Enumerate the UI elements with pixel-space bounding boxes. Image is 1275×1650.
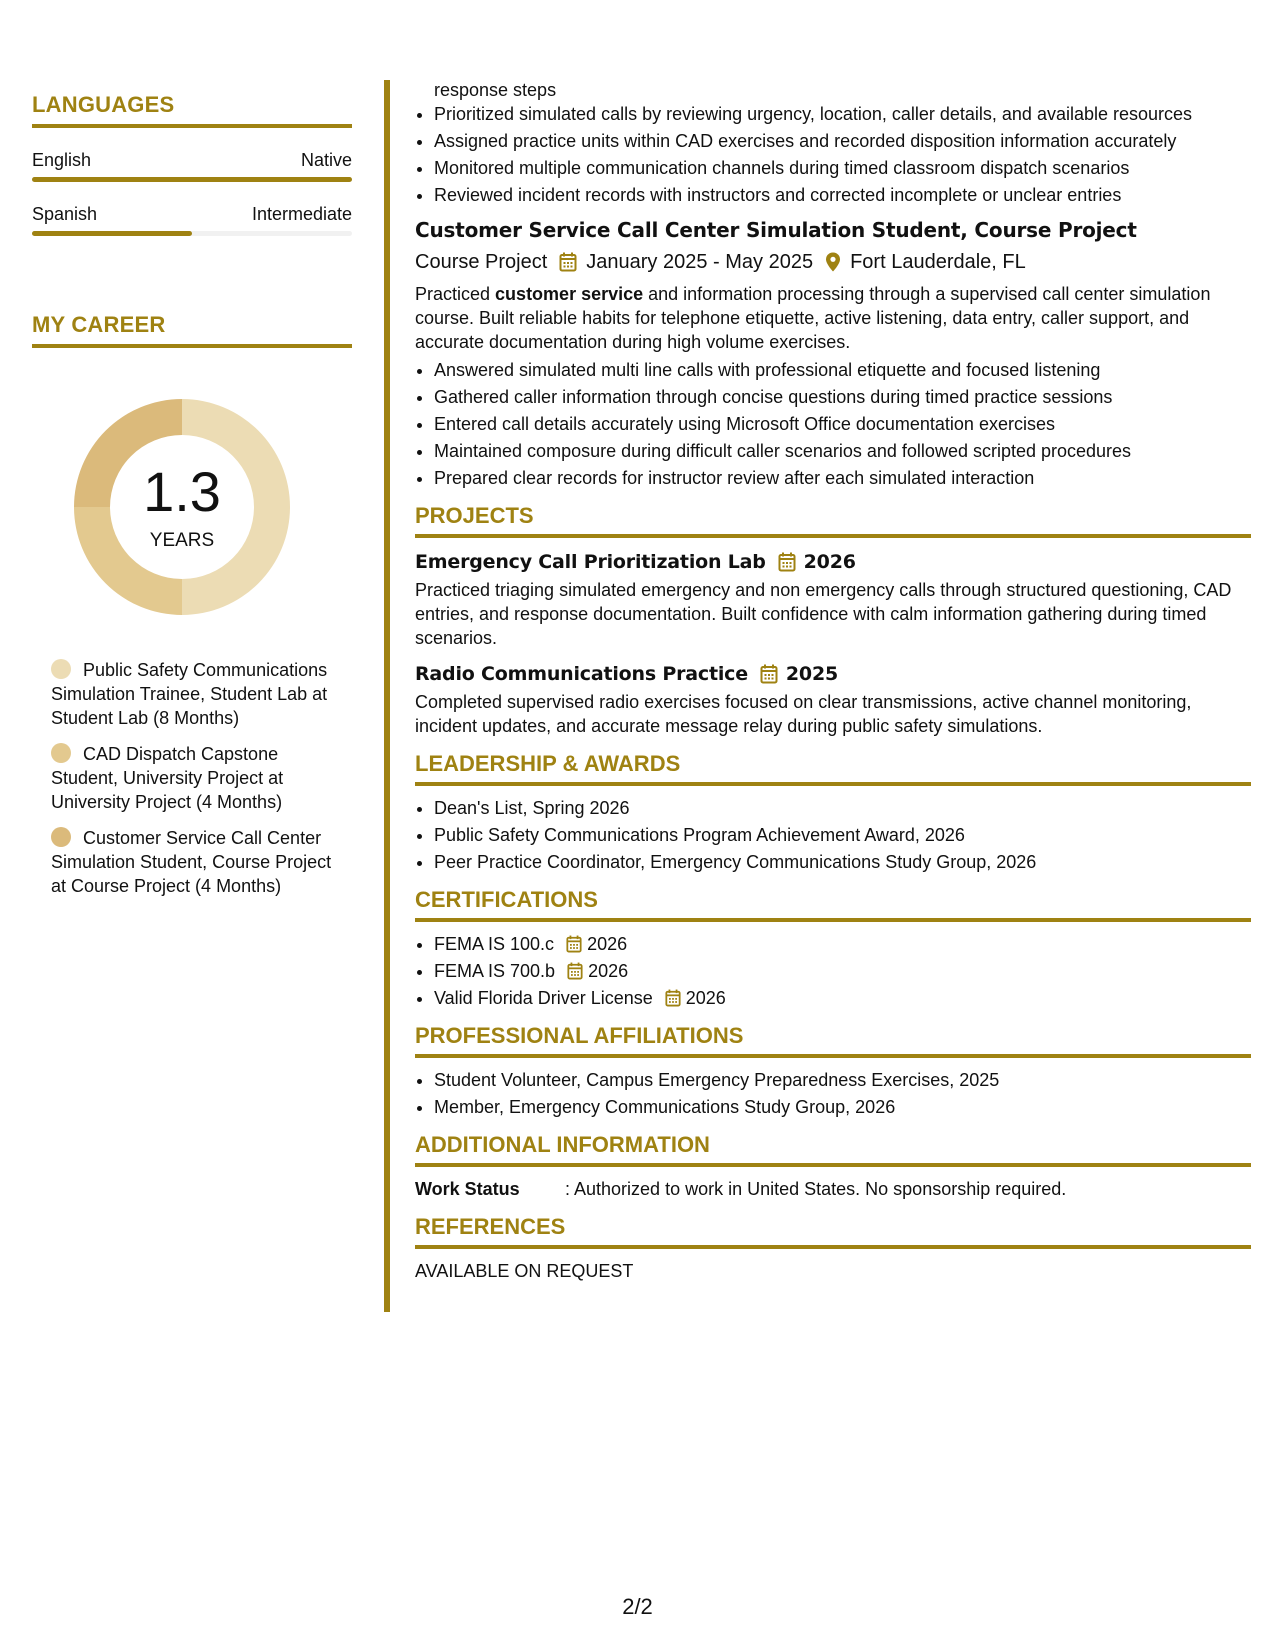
calendar-icon — [566, 935, 582, 953]
work-status-row — [415, 1177, 1251, 1201]
project-year: 2025 — [785, 663, 838, 685]
certification-year: 2026 — [587, 934, 628, 954]
continued-bullet-text: response steps — [434, 80, 557, 100]
career-item — [51, 658, 341, 730]
list-item: • Peer Practice Coordinator, Emergency Communications Study Group, 2026 — [434, 850, 1251, 874]
calendar-icon — [665, 989, 681, 1007]
column-divider — [384, 80, 390, 1312]
certification-year: 2026 — [588, 961, 629, 981]
list-item: • Student Volunteer, Campus Emergency Preparedness Exercises, 2025 — [434, 1068, 1251, 1092]
project-name: Emergency Call Prioritization Lab — [415, 551, 766, 573]
job-location: Fort Lauderdale, FL — [850, 251, 1026, 273]
list-item: • Gathered caller information through concise questions during timed practice sessions — [434, 385, 1251, 409]
prev-job-bullets — [415, 102, 1251, 207]
certification-name: • FEMA IS 100.c — [434, 934, 555, 954]
career-legend-dot — [51, 827, 71, 847]
language-name: Spanish — [32, 204, 98, 224]
additional-info-heading: ADDITIONAL INFORMATION — [415, 1133, 1251, 1167]
language-item — [32, 150, 352, 182]
career-total-unit: YEARS — [149, 530, 215, 551]
work-status-label: Work Status — [415, 1179, 520, 1199]
references-text: AVAILABLE ON REQUEST — [415, 1261, 634, 1281]
projects-heading: PROJECTS — [415, 504, 1251, 538]
left-column — [32, 92, 352, 910]
list-item: • Monitored multiple communication channels during timed classroom dispatch scenarios — [434, 156, 1251, 180]
project-description: Practiced triaging simulated emergency and non emergency calls through structured questioning, CAD entries, and response documentation. Built confidence with calm information gathering during timed scenarios. — [415, 580, 1232, 648]
project-title-row — [415, 550, 1251, 574]
certifications-heading: CERTIFICATIONS — [415, 888, 1251, 922]
language-item — [32, 204, 352, 236]
right-column — [415, 78, 1251, 1283]
list-item: • Entered call details accurately using Microsoft Office documentation exercises — [434, 412, 1251, 436]
languages-heading: LANGUAGES — [32, 92, 352, 128]
certification-year: 2026 — [685, 988, 726, 1008]
donut-slice-2 — [74, 507, 182, 615]
career-item-text: CAD Dispatch Capstone Student, University Project at University Project (4 Months) — [51, 744, 284, 812]
work-status-value: : Authorized to work in United States. No sponsorship required. — [565, 1179, 1067, 1199]
language-level-bar — [32, 231, 352, 236]
career-item-text: Public Safety Communications Simulation Trainee, Student Lab at Student Lab (8 Months) — [51, 660, 328, 728]
job-title: Customer Service Call Center Simulation Student, Course Project — [415, 218, 1137, 242]
page-number: 2/2 — [622, 1594, 653, 1619]
list-item: • Public Safety Communications Program Achievement Award, 2026 — [434, 823, 1251, 847]
career-legend-dot — [51, 743, 71, 763]
location-pin-icon — [825, 252, 841, 272]
list-item: • Dean's List, Spring 2026 — [434, 796, 1251, 820]
list-item: • Member, Emergency Communications Study Group, 2026 — [434, 1095, 1251, 1119]
certification-item — [434, 986, 1251, 1010]
job-dates: January 2025 - May 2025 — [586, 251, 814, 273]
career-heading: MY CAREER — [32, 312, 352, 348]
list-item: • Assigned practice units within CAD exercises and recorded disposition information accurately — [434, 129, 1251, 153]
career-total-years: 1.3 — [143, 460, 221, 523]
list-item: • Answered simulated multi line calls with professional etiquette and focused listening — [434, 358, 1251, 382]
certification-item — [434, 932, 1251, 956]
career-item-text: Customer Service Call Center Simulation Student, Course Project at Course Project (4 Months) — [51, 828, 332, 896]
certification-item — [434, 959, 1251, 983]
project-item — [415, 662, 1251, 738]
project-title-row — [415, 662, 1251, 686]
calendar-icon — [559, 252, 577, 272]
project-name: Radio Communications Practice — [415, 663, 748, 685]
language-level-bar — [32, 177, 352, 182]
language-level: Native — [300, 150, 352, 170]
affiliations-heading: PROFESSIONAL AFFILIATIONS — [415, 1024, 1251, 1058]
calendar-icon — [778, 552, 796, 572]
leadership-list — [415, 796, 1251, 874]
affiliations-list — [415, 1068, 1251, 1119]
summary-text: and information processing through a supervised call center simulation course. Built reliable habits for telephone etiquette, active listening, data entry, caller support, and accurate documentation during high volume exercises. — [415, 284, 1211, 352]
calendar-icon — [760, 664, 778, 684]
certification-name: • Valid Florida Driver License — [434, 988, 653, 1008]
job-bullets — [415, 358, 1251, 490]
project-description: Completed supervised radio exercises focused on clear transmissions, active channel monitoring, incident updates, and accurate message relay during public safety simulations. — [415, 692, 1192, 736]
career-legend-dot — [51, 659, 71, 679]
list-item: • Reviewed incident records with instructors and corrected incomplete or unclear entries — [434, 183, 1251, 207]
leadership-heading: LEADERSHIP & AWARDS — [415, 752, 1251, 786]
language-name: English — [32, 150, 92, 170]
language-level-fill — [32, 231, 192, 236]
project-item — [415, 550, 1251, 650]
summary-text: Practiced — [415, 284, 496, 304]
project-year: 2026 — [803, 551, 856, 573]
list-item: • Prioritized simulated calls by reviewing urgency, location, caller details, and available resources — [434, 102, 1251, 126]
list-item: • Prepared clear records for instructor review after each simulated interaction — [434, 466, 1251, 490]
certification-name: • FEMA IS 700.b — [434, 961, 556, 981]
summary-keyword: customer service — [495, 284, 644, 304]
list-item: • Maintained composure during difficult caller scenarios and followed scripted procedures — [434, 439, 1251, 463]
job-meta — [415, 250, 1251, 274]
career-donut-chart — [67, 392, 297, 622]
job-summary — [415, 282, 1251, 354]
language-level: Intermediate — [251, 204, 352, 224]
language-level-fill — [32, 177, 352, 182]
career-item — [51, 826, 341, 898]
certifications-list — [415, 932, 1251, 1010]
job-company: Course Project — [415, 251, 548, 273]
references-heading: REFERENCES — [415, 1215, 1251, 1249]
career-item — [51, 742, 341, 814]
career-list — [51, 658, 341, 898]
calendar-icon — [567, 962, 583, 980]
